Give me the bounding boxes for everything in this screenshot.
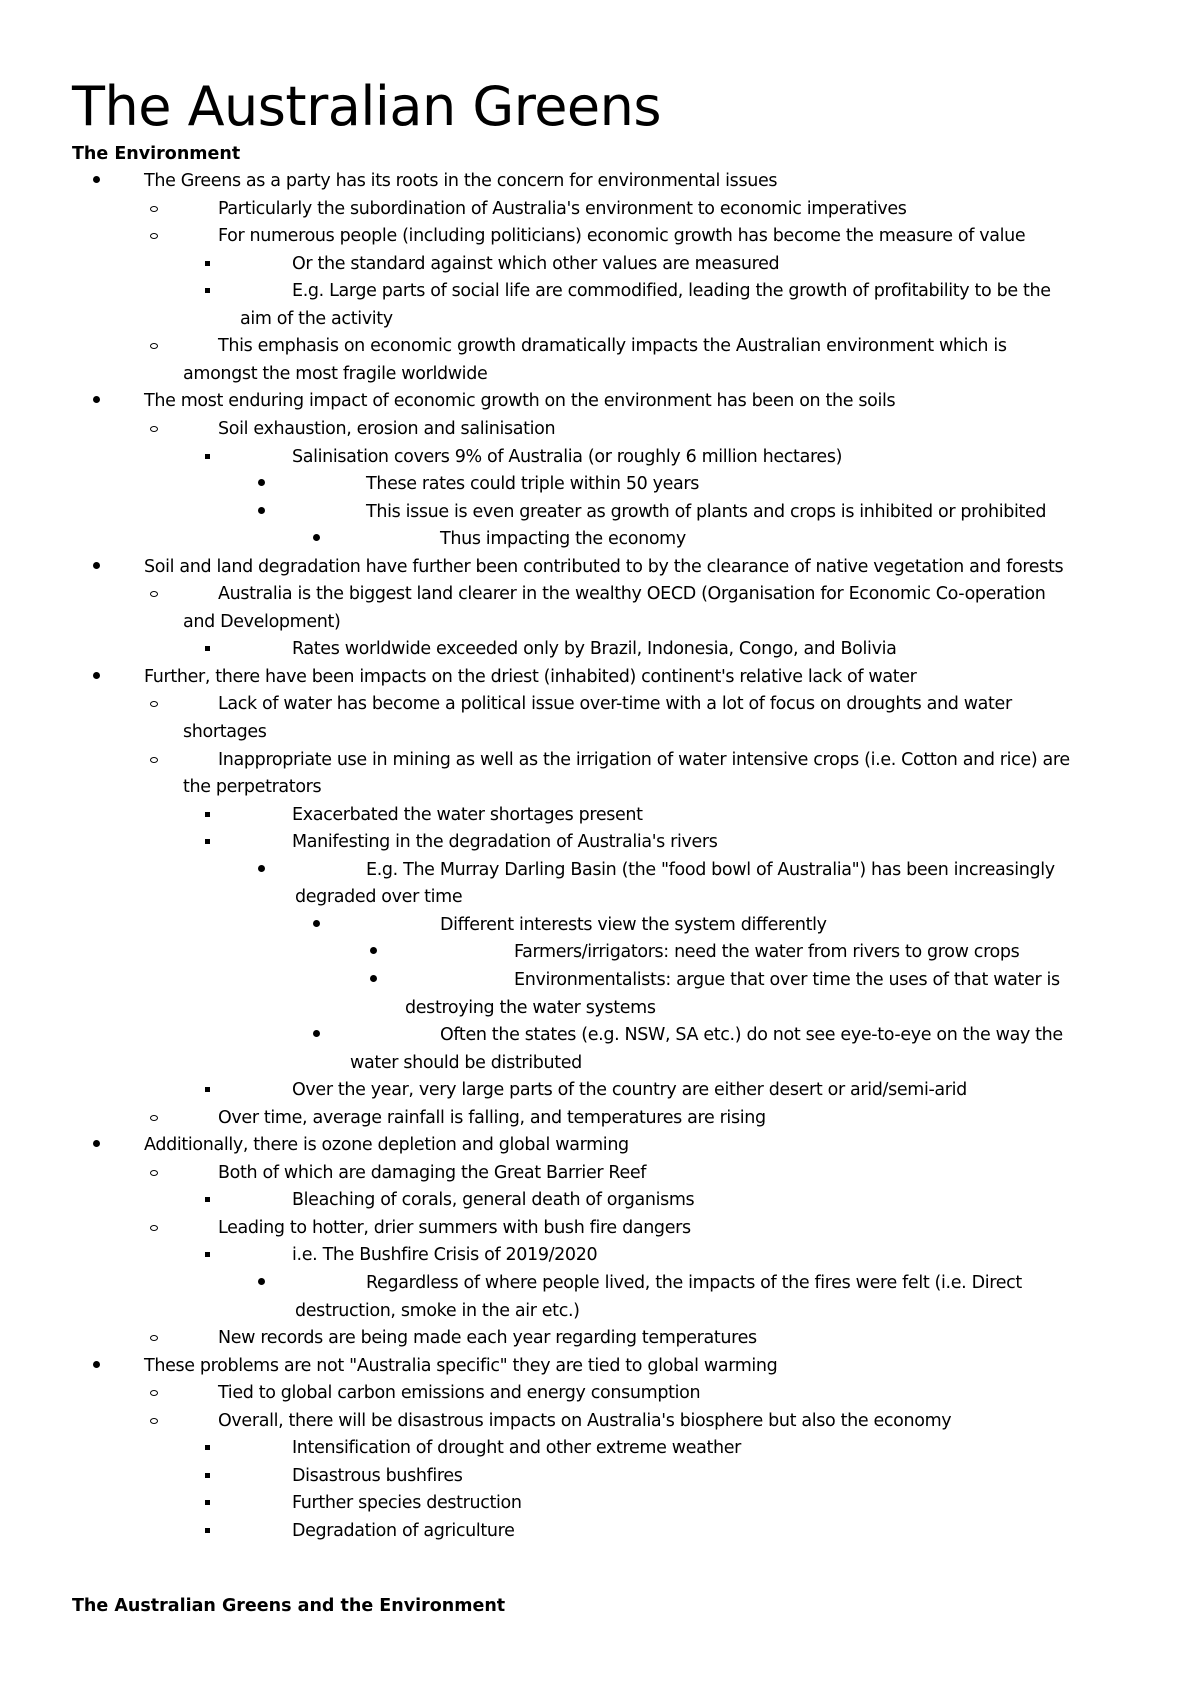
list-item-text: E.g. Large parts of social life are commodified, leading the growth of profitability to be the	[292, 281, 1051, 302]
circle-bullet-icon	[150, 1115, 158, 1121]
square-bullet-icon	[205, 288, 210, 293]
circle-bullet-icon	[150, 426, 158, 432]
disc-bullet-icon	[313, 920, 320, 927]
square-bullet-icon	[205, 646, 210, 651]
list-item-text: destroying the water systems	[405, 997, 656, 1018]
list-item-text: Further species destruction	[292, 1493, 522, 1514]
list-item-text: aim of the activity	[240, 308, 393, 329]
list-item-text: Over time, average rainfall is falling, and temperatures are rising	[218, 1107, 766, 1128]
list-item-text: Salinisation covers 9% of Australia (or roughly 6 million hectares)	[292, 446, 843, 467]
list-item-text: These rates could triple within 50 years	[366, 474, 700, 495]
list-item-text: The most enduring impact of economic growth on the environment has been on the soils	[144, 391, 896, 412]
disc-bullet-icon	[93, 1140, 100, 1147]
list-item-text: Particularly the subordination of Australia's environment to economic imperatives	[218, 198, 907, 219]
list-item-text: Farmers/irrigators: need the water from rivers to grow crops	[514, 942, 1020, 963]
disc-bullet-icon	[370, 947, 377, 954]
disc-bullet-icon	[370, 975, 377, 982]
circle-bullet-icon	[150, 1225, 158, 1231]
disc-bullet-icon	[313, 1030, 320, 1037]
disc-bullet-icon	[93, 562, 100, 569]
list-item-text: Different interests view the system differently	[440, 914, 827, 935]
list-item-text: Additionally, there is ozone depletion and global warming	[144, 1135, 629, 1156]
list-item-text: Environmentalists: argue that over time the uses of that water is	[514, 969, 1060, 990]
circle-bullet-icon	[150, 757, 158, 763]
list-item-text: Exacerbated the water shortages present	[292, 804, 643, 825]
list-item-text: amongst the most fragile worldwide	[183, 363, 488, 384]
list-item-text: destruction, smoke in the air etc.)	[295, 1300, 580, 1321]
list-item-text: For numerous people (including politicians) economic growth has become the measure of value	[218, 226, 1026, 247]
list-item-text: shortages	[183, 722, 267, 742]
disc-bullet-icon	[93, 176, 100, 183]
square-bullet-icon	[205, 261, 210, 266]
list-item-text: Australia is the biggest land clearer in the wealthy OECD (Organisation for Economic Co-operation	[218, 584, 1046, 605]
list-item-text: E.g. The Murray Darling Basin (the "food bowl of Australia") has been increasingly	[366, 859, 1055, 880]
list-item-text: the perpetrators	[183, 777, 322, 798]
circle-bullet-icon	[150, 1335, 158, 1341]
disc-bullet-icon	[258, 1278, 265, 1285]
list-item-text: Rates worldwide exceeded only by Brazil, Indonesia, Congo, and Bolivia	[292, 639, 897, 660]
list-item-text: Inappropriate use in mining as well as the irrigation of water intensive crops (i.e. Cotton and rice) are	[218, 749, 1070, 770]
page-title: The Australian Greens	[72, 75, 662, 138]
circle-bullet-icon	[150, 701, 158, 707]
square-bullet-icon	[205, 1197, 210, 1202]
list-item-text: degraded over time	[295, 887, 463, 908]
square-bullet-icon	[205, 1087, 210, 1092]
disc-bullet-icon	[93, 396, 100, 403]
list-item-text: water should be distributed	[350, 1052, 582, 1073]
list-item-text: Disastrous bushfires	[292, 1465, 463, 1486]
circle-bullet-icon	[150, 206, 158, 212]
list-item-text: and Development)	[183, 611, 341, 632]
disc-bullet-icon	[258, 865, 265, 872]
section-heading-environment: The Environment	[72, 144, 241, 164]
list-item-text: These problems are not "Australia specific" they are tied to global warming	[144, 1355, 778, 1376]
list-item-text: Soil and land degradation have further been contributed to by the clearance of native vegetation and forests	[144, 556, 1064, 577]
list-item-text: Often the states (e.g. NSW, SA etc.) do not see eye-to-eye on the way the	[440, 1025, 1063, 1046]
list-item-text: Over the year, very large parts of the country are either desert or arid/semi-arid	[292, 1080, 967, 1101]
list-item-text: Thus impacting the economy	[440, 529, 686, 550]
disc-bullet-icon	[93, 1361, 100, 1368]
list-item-text: Regardless of where people lived, the impacts of the fires were felt (i.e. Direct	[366, 1273, 1022, 1293]
disc-bullet-icon	[93, 672, 100, 679]
square-bullet-icon	[205, 812, 210, 817]
disc-bullet-icon	[258, 507, 265, 514]
square-bullet-icon	[205, 1500, 210, 1505]
list-item-text: Lack of water has become a political issue over-time with a lot of focus on droughts and water	[218, 694, 1012, 715]
list-item-text: Further, there have been impacts on the driest (inhabited) continent's relative lack of water	[144, 666, 917, 687]
square-bullet-icon	[205, 1252, 210, 1257]
list-item-text: Manifesting in the degradation of Australia's rivers	[292, 832, 718, 853]
circle-bullet-icon	[150, 1418, 158, 1424]
square-bullet-icon	[205, 1528, 210, 1533]
circle-bullet-icon	[150, 591, 158, 597]
section-heading-greens-environment: The Australian Greens and the Environment	[72, 1596, 506, 1616]
square-bullet-icon	[205, 1445, 210, 1450]
list-item-text: Both of which are damaging the Great Barrier Reef	[218, 1162, 647, 1183]
list-item-text: Degradation of agriculture	[292, 1520, 515, 1541]
list-item-text: i.e. The Bushfire Crisis of 2019/2020	[292, 1245, 598, 1266]
list-item-text: Intensification of drought and other extreme weather	[292, 1438, 741, 1459]
list-item-text: This issue is even greater as growth of plants and crops is inhibited or prohibited	[366, 501, 1047, 522]
square-bullet-icon	[205, 839, 210, 844]
circle-bullet-icon	[150, 343, 158, 349]
circle-bullet-icon	[150, 1390, 158, 1396]
square-bullet-icon	[205, 454, 210, 459]
list-item-text: Leading to hotter, drier summers with bush fire dangers	[218, 1217, 691, 1238]
list-item-text: Bleaching of corals, general death of organisms	[292, 1190, 695, 1211]
list-item-text: Tied to global carbon emissions and energy consumption	[218, 1383, 701, 1404]
square-bullet-icon	[205, 1473, 210, 1478]
list-item-text: New records are being made each year regarding temperatures	[218, 1328, 757, 1349]
list-item-text: Or the standard against which other values are measured	[292, 253, 780, 274]
circle-bullet-icon	[150, 233, 158, 239]
list-item-text: Soil exhaustion, erosion and salinisation	[218, 418, 556, 439]
list-item-text: Overall, there will be disastrous impacts on Australia's biosphere but also the economy	[218, 1410, 952, 1431]
list-item-text: This emphasis on economic growth dramatically impacts the Australian environment which is	[218, 336, 1007, 357]
disc-bullet-icon	[313, 534, 320, 541]
circle-bullet-icon	[150, 1170, 158, 1176]
disc-bullet-icon	[258, 479, 265, 486]
list-item-text: The Greens as a party has its roots in the concern for environmental issues	[144, 171, 778, 191]
